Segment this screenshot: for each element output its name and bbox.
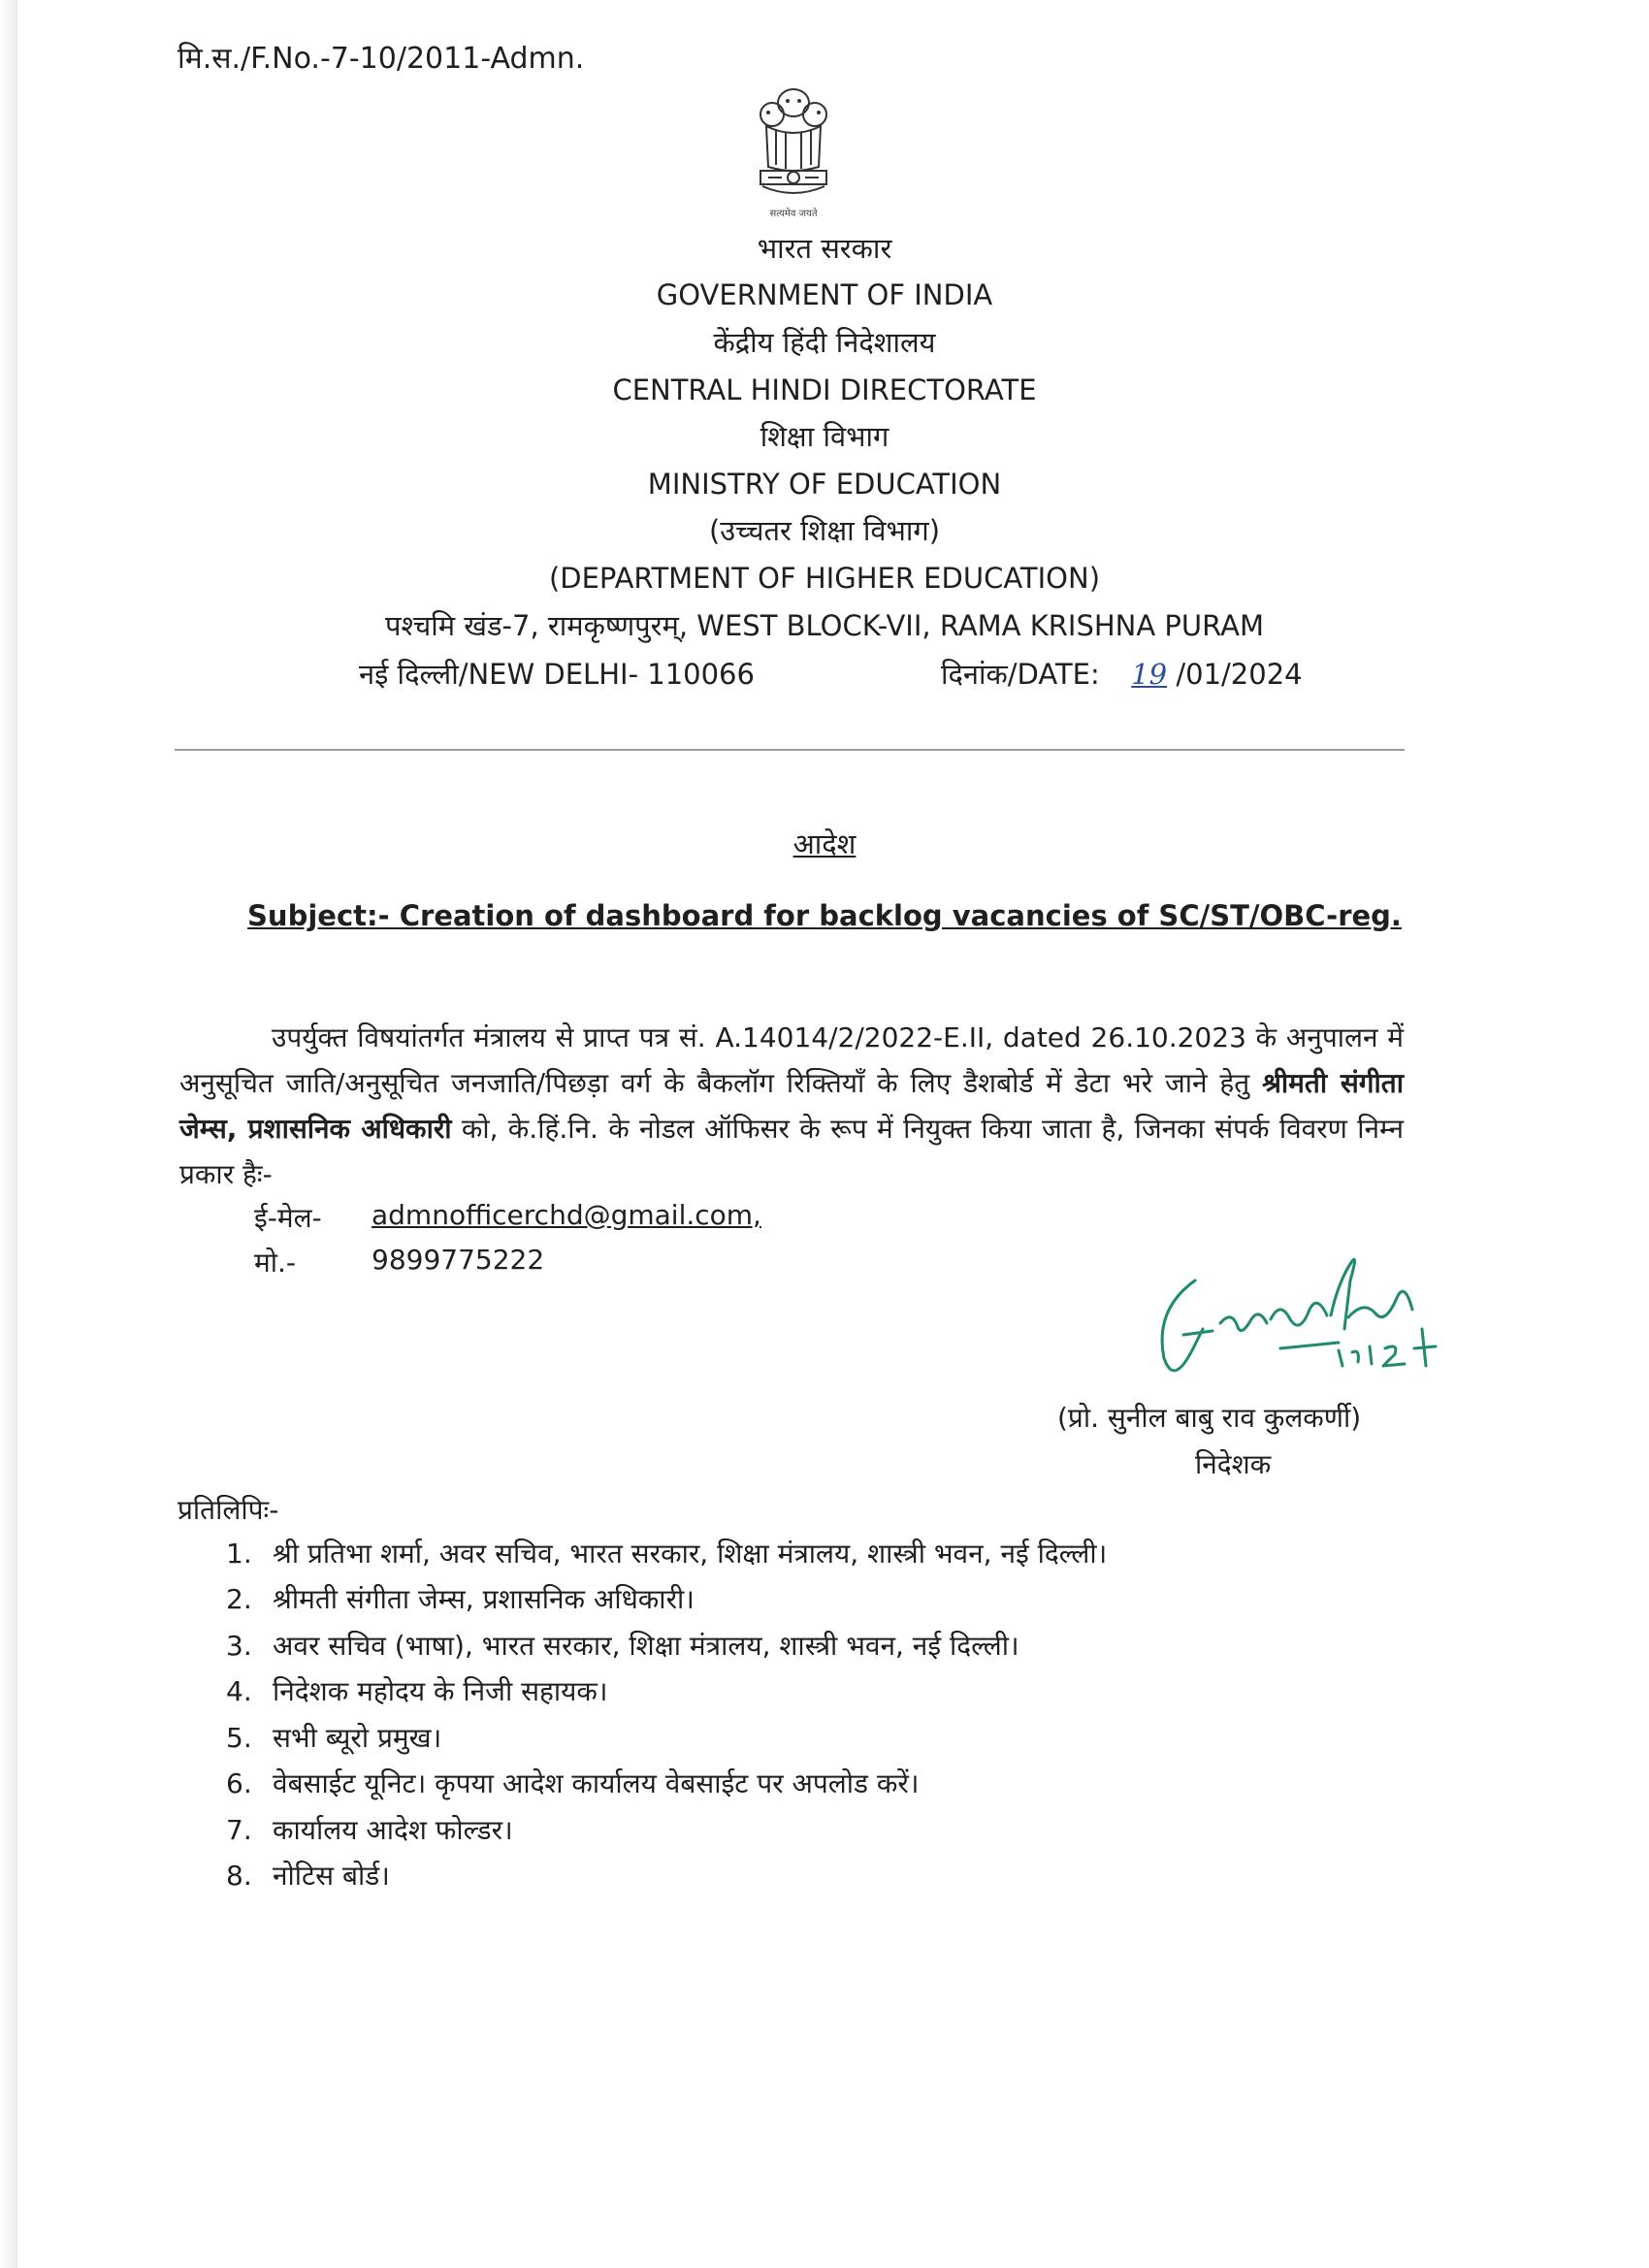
header-directorate-english: CENTRAL HINDI DIRECTORATE (612, 373, 1037, 406)
emblem-motto: सत्यमेव जयते (769, 209, 818, 219)
header-divider (175, 749, 1405, 751)
copy-to-item-text: सभी ब्यूरो प्रमुख। (273, 1722, 442, 1754)
mobile-label: मो.- (254, 1247, 296, 1279)
copy-to-item-text: अवर सचिव (भाषा), भारत सरकार, शिक्षा मंत्रालय, शास्त्री भवन, नई दिल्ली। (273, 1630, 1019, 1662)
copy-to-item (226, 1672, 608, 1709)
date-value: /01/2024 (1176, 658, 1303, 691)
body-text-part2: को, के.हिं.नि. के नोडल ऑफिसर के रूप में नियुक्त किया जाता है, जिनका संपर्क विवरण निम्न प्रकार हैः- (179, 1113, 1405, 1190)
nodal-officer-name: श्रीमती संगीता जेम्स, प्रशासनिक अधिकारी (179, 1067, 1404, 1145)
file-number: मि.स./F.No.-7-10/2011-Admn. (178, 42, 585, 76)
header-directorate-hindi: केंद्रीय हिंदी निदेशालय (713, 326, 936, 359)
handwritten-signature (1145, 1242, 1474, 1416)
copy-to-item-number: 4. (226, 1675, 252, 1707)
copy-to-item (226, 1580, 695, 1617)
body-text-part1: उपर्युक्त विषयांतर्गत मंत्रालय से प्राप्त पत्र सं. A.14014/2/2022-E.II, dated 26.10.2023 के अनुपालन में अनुसूचित जाति/अनुसूचित जनजाति/पिछड़ा वर्ग के बैकलॉग रिक्तियाँ के लिए डैशबोर्ड में डेटा भरे जाने हेतु (179, 1021, 1404, 1099)
mobile-number: 9899775222 (372, 1244, 545, 1276)
signatory-name: (प्रो. सुनील बाबु राव कुलकर्णी) (1057, 1402, 1362, 1434)
header-city: नई दिल्ली/NEW DELHI- 110066 (359, 658, 755, 691)
copy-to-item (226, 1719, 441, 1756)
copy-to-item-number: 2. (226, 1583, 252, 1615)
copy-to-item (226, 1535, 1107, 1571)
header-department-english: (DEPARTMENT OF HIGHER EDUCATION) (548, 562, 1101, 595)
copy-to-item (226, 1765, 920, 1801)
copy-to-item-text: श्री प्रतिभा शर्मा, अवर सचिव, भारत सरकार, शिक्षा मंत्रालय, शास्त्री भवन, नई दिल्ली। (273, 1538, 1108, 1570)
national-emblem-icon (747, 81, 840, 217)
copy-to-item-number: 5. (226, 1722, 252, 1754)
order-title: आदेश (792, 827, 857, 860)
copy-to-heading: प्रतिलिपिः- (178, 1494, 279, 1526)
copy-to-item-number: 1. (226, 1538, 252, 1570)
copy-to-item-text: निदेशक महोदय के निजी सहायक। (273, 1675, 608, 1707)
header-ministry-hindi: शिक्षा विभाग (760, 420, 889, 453)
date-label: दिनांक/DATE: (941, 658, 1100, 691)
header-address: पश्चमि खंड-7, रामकृष्णपुरम्, WEST BLOCK-VII, RAMA KRISHNA PURAM (385, 609, 1264, 642)
subject-line: Subject:- Creation of dashboard for backlog vacancies of SC/ST/OBC-reg. (247, 899, 1402, 932)
copy-to-item-number: 8. (226, 1860, 252, 1892)
copy-to-item (226, 1811, 513, 1848)
copy-to-item (226, 1857, 390, 1894)
copy-to-item-number: 3. (226, 1630, 252, 1662)
copy-to-item (226, 1627, 1019, 1664)
header-govt-hindi: भारत सरकार (757, 232, 892, 265)
header-department-hindi: (उच्चतर शिक्षा विभाग) (708, 514, 941, 547)
copy-to-item-number: 6. (226, 1767, 252, 1799)
email-link[interactable]: admnofficerchd@gmail.com, (372, 1199, 761, 1231)
email-label: ई-मेल- (254, 1202, 322, 1234)
header-ministry-english: MINISTRY OF EDUCATION (647, 468, 1002, 501)
signatory-designation: निदेशक (1195, 1448, 1272, 1480)
order-body-paragraph (179, 1015, 1404, 1197)
date-handwritten-day: 19 (1131, 658, 1168, 691)
copy-to-item-text: वेबसाईट यूनिट। कृपया आदेश कार्यालय वेबसाईट पर अपलोड करें। (273, 1767, 920, 1799)
copy-to-item-text: कार्यालय आदेश फोल्डर। (273, 1814, 513, 1846)
copy-to-item-text: श्रीमती संगीता जेम्स, प्रशासनिक अधिकारी। (273, 1583, 695, 1615)
header-govt-english: GOVERNMENT OF INDIA (656, 278, 993, 311)
copy-to-item-number: 7. (226, 1814, 252, 1846)
date-line (941, 655, 1303, 694)
copy-to-item-text: नोटिस बोर्ड। (273, 1860, 390, 1892)
